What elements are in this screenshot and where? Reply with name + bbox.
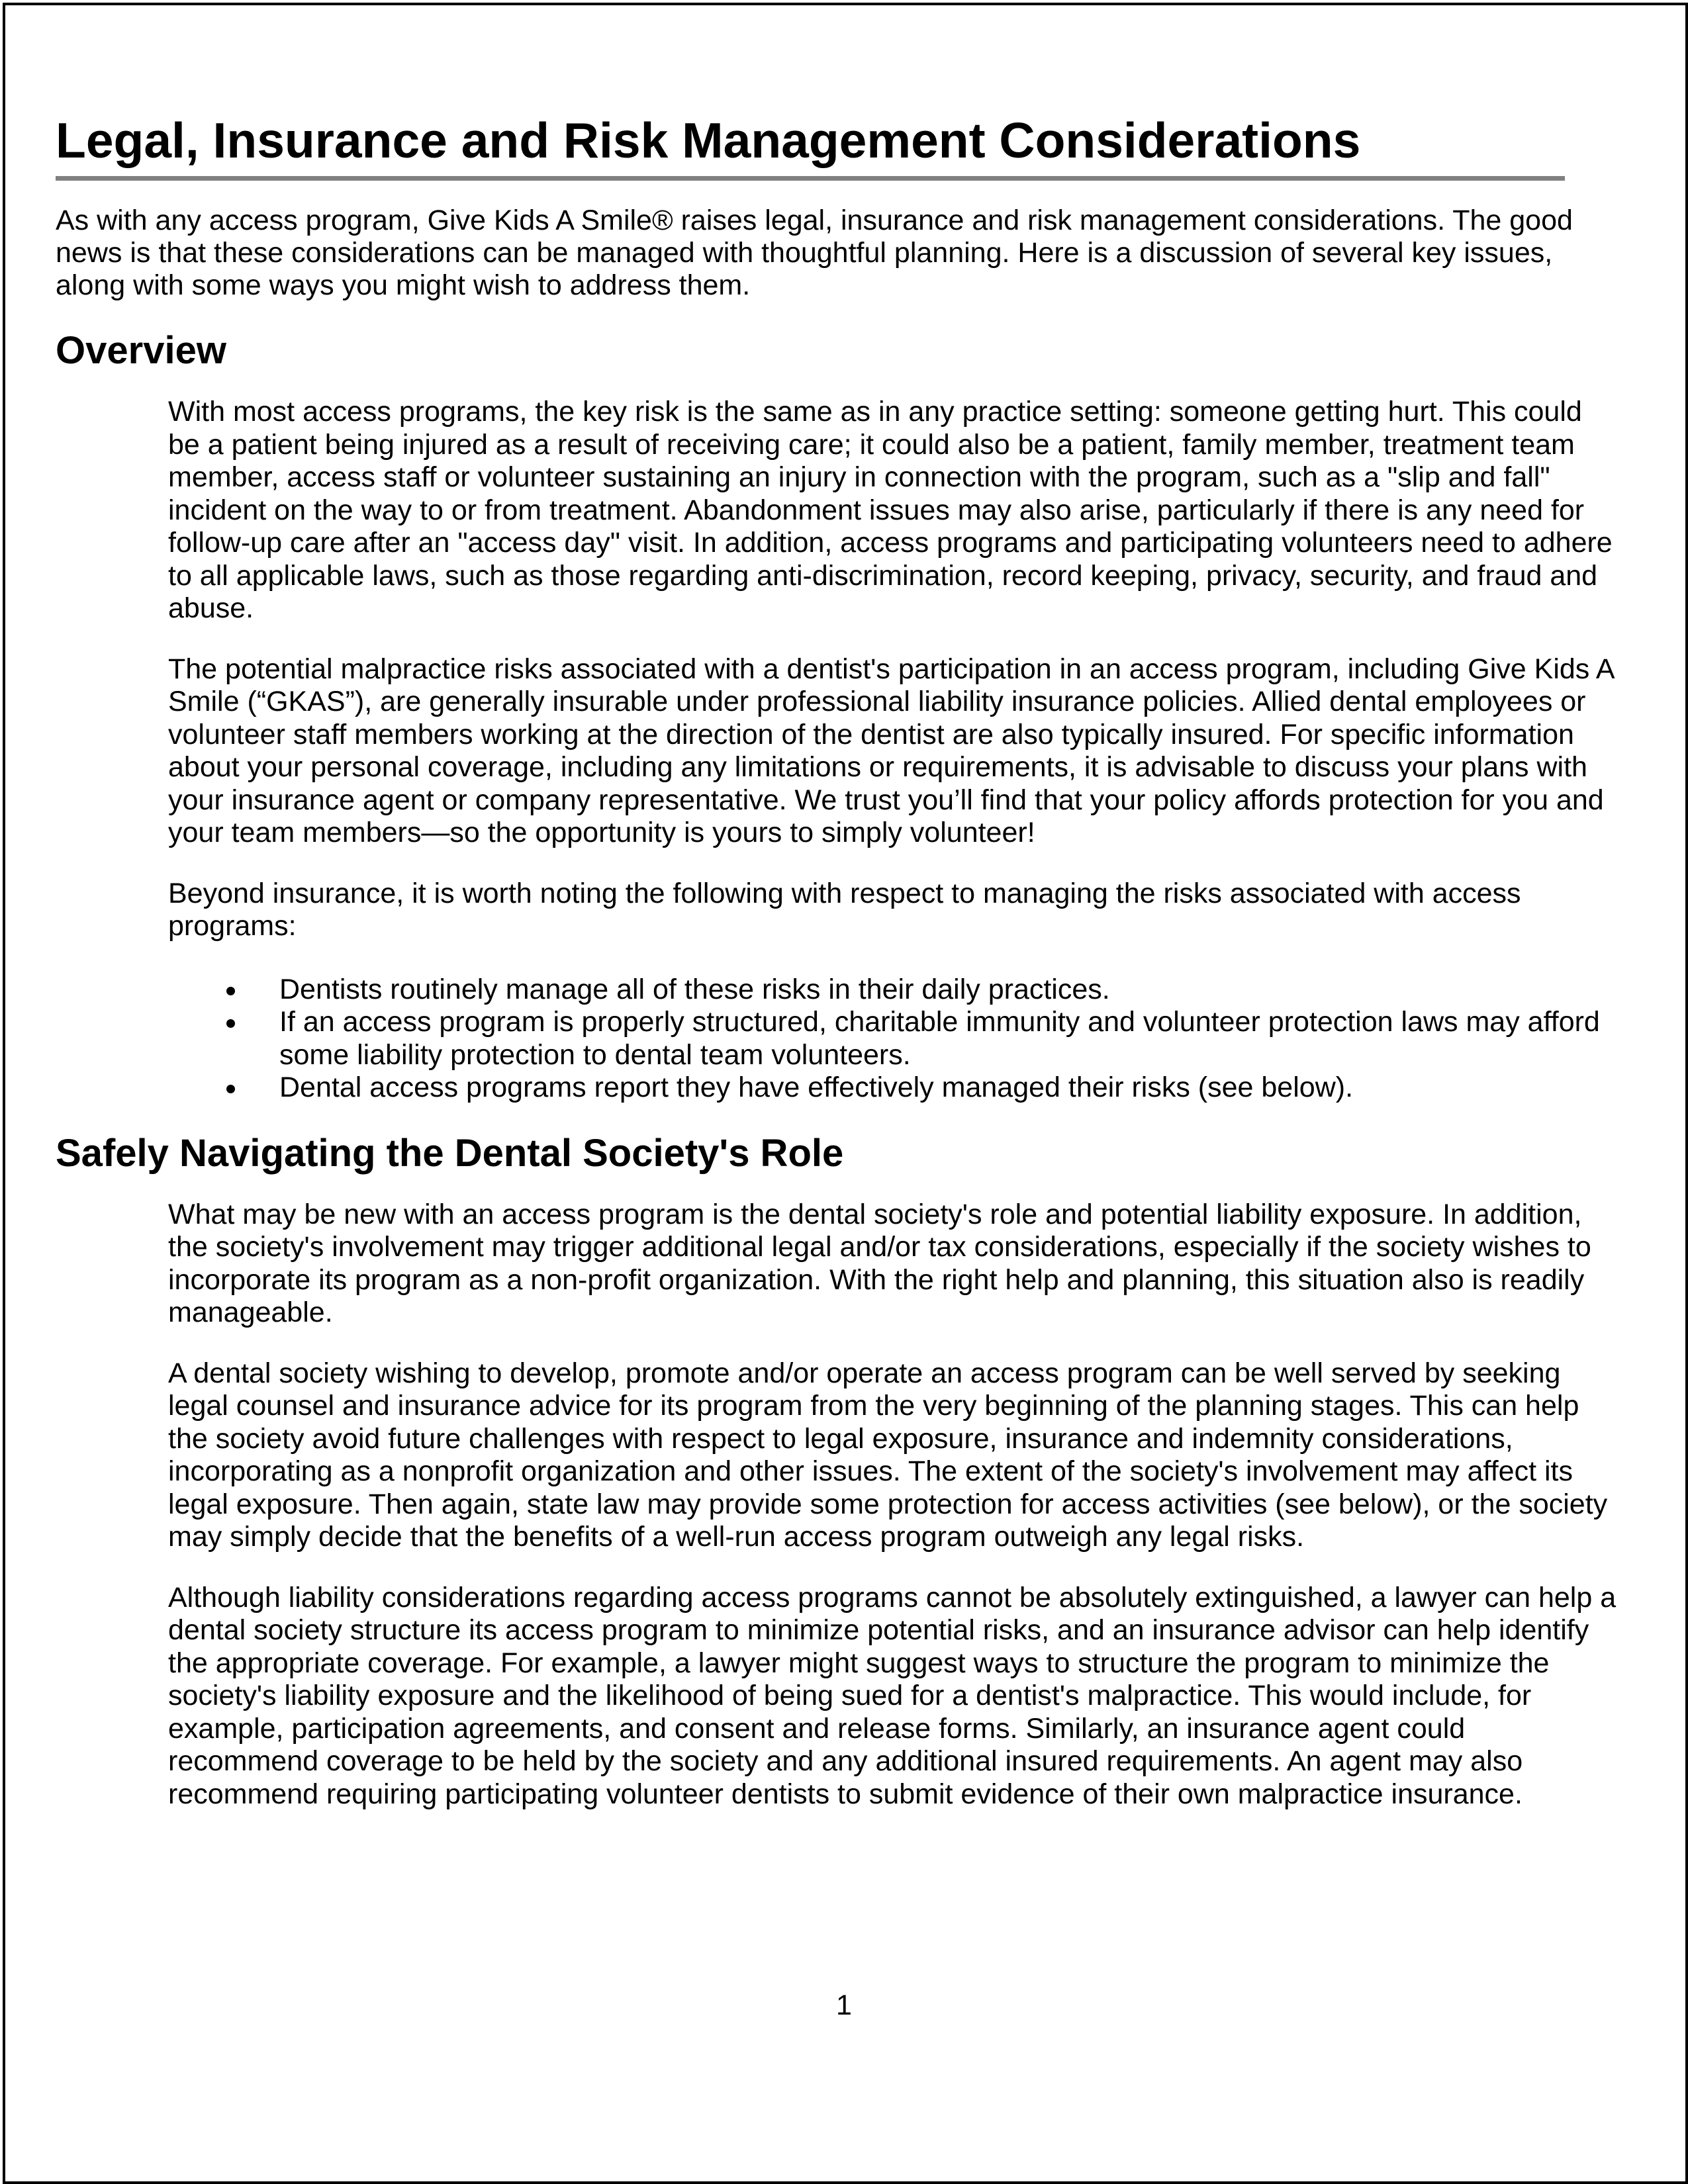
overview-bullet-list [56, 974, 1618, 1105]
list-item [168, 1006, 1618, 1071]
title-underline [56, 176, 1565, 181]
section-heading-society-role: Safely Navigating the Dental Society's Role [56, 1131, 844, 1175]
section-heading-overview: Overview [56, 329, 226, 372]
bullet-icon [226, 1085, 235, 1093]
list-item-text: Dentists routinely manage all of these risks in their daily practices. [279, 973, 1110, 1005]
bullet-icon [226, 1019, 235, 1028]
list-item [168, 974, 1618, 1007]
document-title: Legal, Insurance and Risk Management Considerations [56, 113, 1361, 168]
list-item-text: If an access program is properly structured, charitable immunity and volunteer protection laws may afford some liability protection to dental team volunteers. [279, 1006, 1600, 1071]
society-role-paragraph-1: What may be new with an access program is the dental society's role and potential liability exposure. In addition, the society's involvement may trigger additional legal and/or tax considerations, especially if the society wishes to incorporate its program as a non-profit organization. With the right help and planning, this situation also is readily manageable. [168, 1198, 1591, 1328]
document-body [56, 106, 1618, 1811]
overview-paragraph-2: The potential malpractice risks associated with a dentist's participation in an access program, including Give Kids A Smile (“GKAS”), are generally insurable under professional liability insurance policies. Allied dental employees or volunteer staff members working at the direction of the dentist are also typically insured. For specific information about your personal coverage, including any limitations or requirements, it is advisable to discuss your plans with your insurance agent or company representative. We trust you’ll find that your policy affords protection for you and your team members—so the opportunity is yours to simply volunteer! [168, 653, 1614, 848]
list-item-text: Dental access programs report they have effectively managed their risks (see below). [279, 1071, 1354, 1103]
intro-paragraph: As with any access program, Give Kids A Smile® raises legal, insurance and risk management considerations. The good news is that these considerations can be managed with thoughtful planning. Here is a discussion of several key issues, along with some ways you might wish to address them. [56, 205, 1573, 301]
page-number: 1 [836, 1989, 852, 2021]
overview-paragraph-1: With most access programs, the key risk is the same as in any practice setting: someone getting hurt. This could be a patient being injured as a result of receiving care; it could also be a patient, family member, treatment team member, access staff or volunteer sustaining an injury in connection with the program, such as a "slip and fall" incident on the way to or from treatment. Abandonment issues may also arise, particularly if there is any need for follow-up care after an "access day" visit. In addition, access programs and participating volunteers need to adhere to all applicable laws, such as those regarding anti-discrimination, record keeping, privacy, security, and fraud and abuse. [168, 396, 1613, 624]
list-item [168, 1071, 1618, 1105]
society-role-paragraph-2: A dental society wishing to develop, promote and/or operate an access program can be well served by seeking legal counsel and insurance advice for its program from the very beginning of the planning stages. This can help the society avoid future challenges with respect to legal exposure, insurance and indemnity considerations, incorporating as a nonprofit organization and other issues. The extent of the society's involvement may affect its legal exposure. Then again, state law may provide some protection for access activities (see below), or the society may simply decide that the benefits of a well-run access program outweigh any legal risks. [168, 1357, 1608, 1553]
society-role-paragraph-3: Although liability considerations regarding access programs cannot be absolutely extinguished, a lawyer can help a dental society structure its access program to minimize potential risks, and an insurance advisor can help identify the appropriate coverage. For example, a lawyer might suggest ways to structure the program to minimize the society's liability exposure and the likelihood of being sued for a dentist's malpractice. This would include, for example, participation agreements, and consent and release forms. Similarly, an insurance agent could recommend coverage to be held by the society and any additional insured requirements. An agent may also recommend requiring participating volunteer dentists to submit evidence of their own malpractice insurance. [168, 1581, 1617, 1810]
bullet-icon [226, 987, 235, 995]
overview-paragraph-3: Beyond insurance, it is worth noting the following with respect to managing the risks associated with access programs: [168, 877, 1521, 942]
